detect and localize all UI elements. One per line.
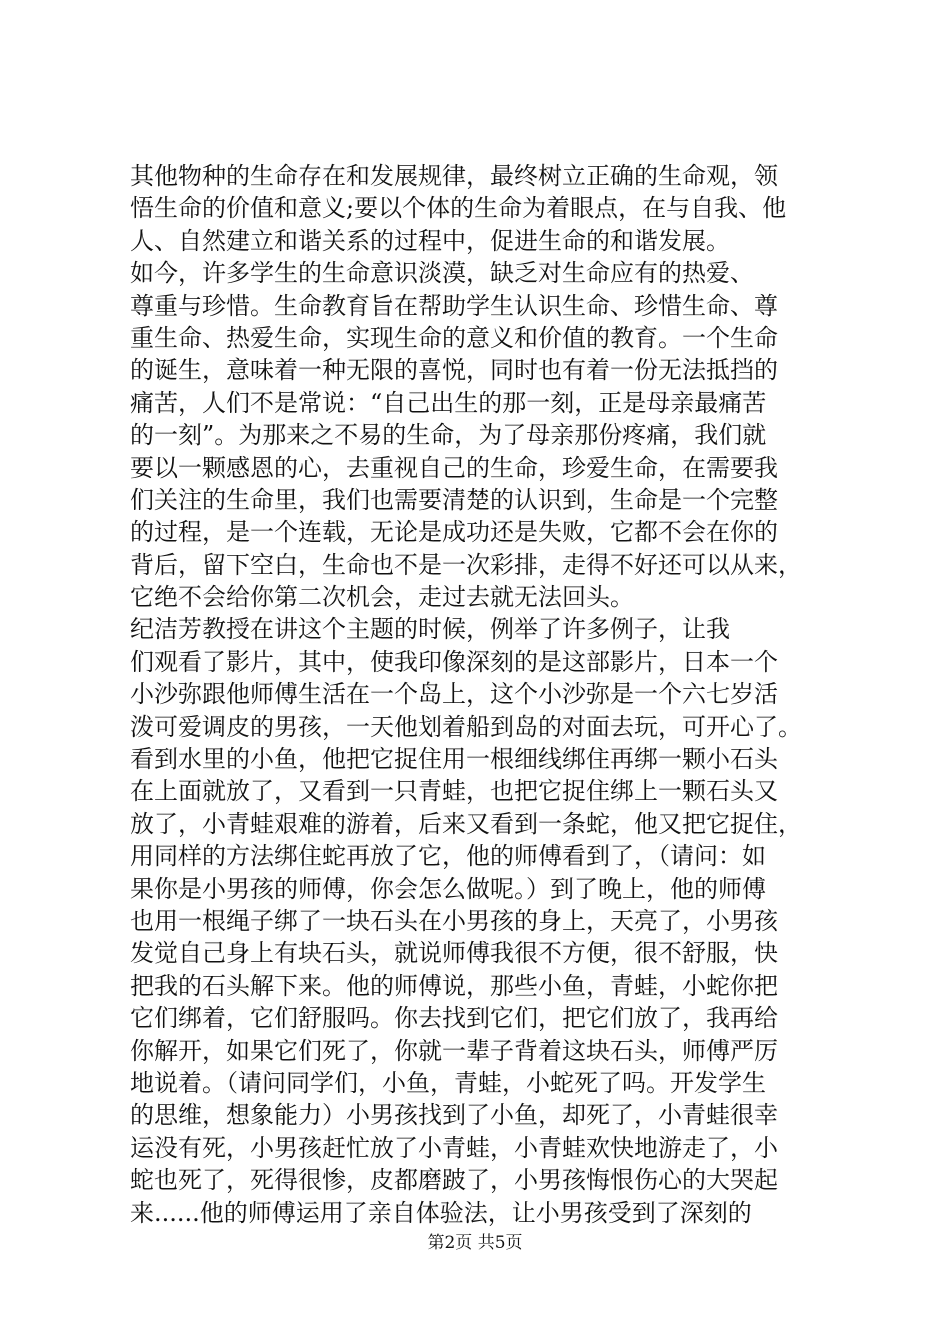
- text-line: 在上面就放了，又看到一只青蛙，也把它捉住绑上一颗石头又: [130, 777, 778, 806]
- text-line: 尊重与珍惜。生命教育旨在帮助学生认识生命、珍惜生命、尊: [130, 291, 778, 320]
- text-line: 发觉自己身上有块石头，就说师傅我很不方便，很不舒服，快: [130, 939, 778, 968]
- text-line: 运没有死，小男孩赶忙放了小青蛙，小青蛙欢快地游走了，小: [130, 1133, 778, 1162]
- text-line: 重生命、热爱生命，实现生命的意义和价值的教育。一个生命: [130, 323, 778, 352]
- text-line: 你解开，如果它们死了，你就一辈子背着这块石头，师傅严厉: [130, 1036, 778, 1065]
- text-line: 其他物种的生命存在和发展规律，最终树立正确的生命观，领: [130, 162, 778, 190]
- text-line: 如今，许多学生的生命意识淡漠，缺乏对生命应有的热爱、: [130, 259, 754, 288]
- text-line: 背后，留下空白，生命也不是一次彩排，走得不好还可以从来，: [130, 550, 802, 579]
- text-line: 蛇也死了，死得很惨，皮都磨跛了，小男孩悔恨伤心的大哭起: [130, 1166, 778, 1195]
- text-line: 果你是小男孩的师傅，你会怎么做呢。）到了晚上，他的师傅: [130, 874, 766, 903]
- page-footer: 第2页 共5页: [427, 1233, 523, 1253]
- text-line: 它们绑着，它们舒服吗。你去找到它们，把它们放了，我再给: [130, 1004, 778, 1033]
- text-line: 地说着。（请问同学们，小鱼，青蛙，小蛇死了吗。开发学生: [130, 1068, 766, 1097]
- text-line: 放了，小青蛙艰难的游着，后来又看到一条蛇，他又把它捉住，: [130, 809, 802, 838]
- text-line: 用同样的方法绑住蛇再放了它，他的师傅看到了，（请问：如: [130, 842, 766, 871]
- text-line: 人、自然建立和谐关系的过程中，促进生命的和谐发展。: [130, 226, 730, 255]
- text-line: 把我的石头解下来。他的师傅说，那些小鱼，青蛙，小蛇你把: [130, 971, 778, 1000]
- text-line: 小沙弥跟他师傅生活在一个岛上，这个小沙弥是一个六七岁活: [130, 680, 778, 709]
- text-line: 它绝不会给你第二次机会，走过去就无法回头。: [130, 583, 634, 612]
- text-line: 纪洁芳教授在讲这个主题的时候，例举了许多例子，让我: [130, 615, 730, 644]
- text-line: 的一刻”。为那来之不易的生命，为了母亲那份疼痛，我们就: [130, 421, 767, 450]
- text-line: 看到水里的小鱼，他把它捉住用一根细线绑住再绑一颗小石头: [130, 745, 778, 774]
- text-line: 的思维，想象能力）小男孩找到了小鱼，却死了，小青蛙很幸: [130, 1101, 778, 1130]
- text-line: 也用一根绳子绑了一块石头在小男孩的身上，天亮了，小男孩: [130, 906, 778, 935]
- text-line: 泼可爱调皮的男孩，一天他划着船到岛的对面去玩，可开心了。: [130, 712, 802, 741]
- text-line: 痛苦，人们不是常说：“自己出生的那一刻，正是母亲最痛苦: [130, 388, 767, 417]
- text-line: 们观看了影片，其中，使我印像深刻的是这部影片，日本一个: [130, 647, 778, 676]
- document-body: [130, 160, 830, 1229]
- text-line: 要以一颗感恩的心，去重视自己的生命，珍爱生命，在需要我: [130, 453, 778, 482]
- text-line: 的诞生，意味着一种无限的喜悦，同时也有着一份无法抵挡的: [130, 356, 778, 385]
- text-line: 来......他的师傅运用了亲自体验法，让小男孩受到了深刻的: [130, 1198, 752, 1227]
- text-line: 们关注的生命里，我们也需要清楚的认识到，生命是一个完整: [130, 485, 778, 514]
- text-line: 的过程，是一个连载，无论是成功还是失败，它都不会在你的: [130, 518, 778, 547]
- text-line: 悟生命的价值和意义;要以个体的生命为着眼点，在与自我、他: [130, 194, 787, 223]
